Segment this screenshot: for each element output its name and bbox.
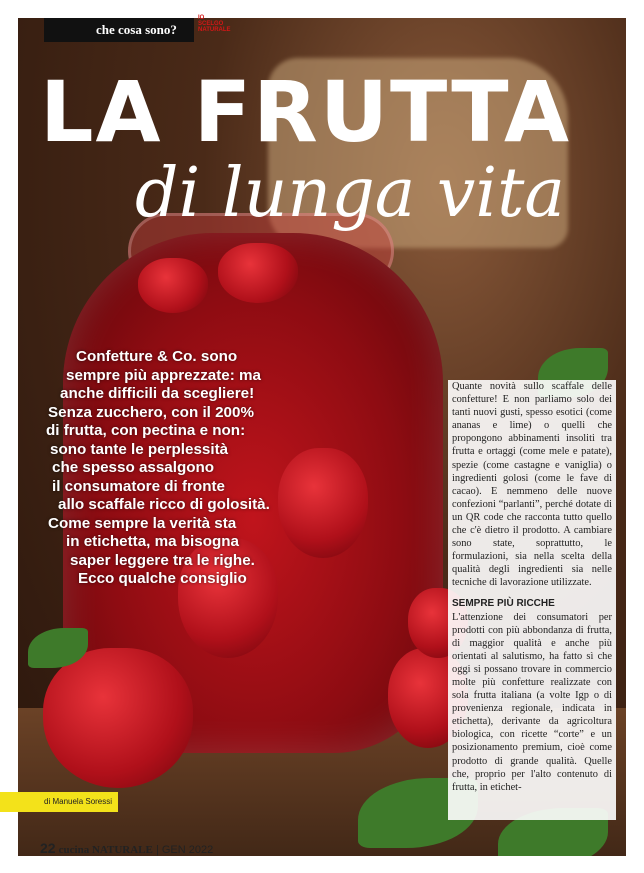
- title-line2: di lunga vita: [135, 154, 565, 233]
- strawberry: [43, 648, 193, 788]
- deck-line: sempre più apprezzate: ma: [66, 366, 261, 384]
- article-column: [448, 380, 616, 820]
- page-number: 22: [40, 840, 56, 856]
- deck-line: Come sempre la verità sta: [48, 514, 237, 532]
- logo-badge: IO SCELGO NATURALE: [198, 15, 231, 33]
- magazine-name: cucina NATURALE: [58, 844, 153, 856]
- deck: [40, 348, 370, 589]
- strawberry: [218, 243, 298, 303]
- deck-line: anche difficili da scegliere!: [60, 385, 255, 402]
- strawberry: [138, 258, 208, 313]
- section-label: che cosa sono?: [96, 22, 177, 37]
- body-paragraph: Quante novità sullo scaffale delle confetture! E non parliamo solo dei tanti nuovi gusti, spesso esotici (come ananas e lime) o quelli che propongono abbinamenti insoliti tra frutta e ortaggi (come mele e patate), spezie (come castagne e vaniglia) o ingredienti golosi (come le fave di cacao). E nemmeno delle nuove confezioni “parlanti”, perché dotate di un QR code che racconta tutto quello che c'è dietro il prodotto. A cambiare sono state, soprattutto, le formulazioni, sia nella scelta della qualità degli ingredienti sia nelle tecniche di lavorazione utilizzate.: [452, 381, 612, 589]
- byline: di Manuela Soressi: [44, 797, 113, 806]
- deck-line: il consumatore di fronte: [52, 477, 225, 495]
- page-footer: [40, 840, 213, 856]
- deck-line: di frutta, con pectina e non:: [46, 422, 246, 439]
- deck-line: Confetture & Co. sono: [76, 348, 238, 365]
- deck-line: sono tante le perplessità: [50, 440, 229, 458]
- deck-line: che spesso assalgono: [52, 459, 215, 476]
- title-line1: LA FRUTTA: [40, 63, 572, 161]
- subheading: SEMPRE PIÙ RICCHE: [452, 597, 555, 609]
- deck-line: saper leggere tra le righe.: [70, 551, 255, 569]
- deck-line: in etichetta, ma bisogna: [66, 533, 240, 550]
- deck-line: allo scaffale ricco di golosità.: [58, 496, 270, 513]
- separator: |: [155, 844, 159, 856]
- deck-line: Ecco qualche consiglio: [78, 570, 247, 587]
- issue-date: GEN 2022: [161, 844, 214, 856]
- body-paragraph: L'attenzione dei consumatori per prodotti con più abbondanza di frutta, di maggior qualità e anche più orientati al salutismo, ha fatto sì che oggi si possano trovare in commercio molte più confetture realizzate con sola frutta italiana (a volte Igp o di provenienza regionale, indicata in etichetta), derivante da agricoltura biologica, con ricette “corte” e un posizionamento premium, cioè come prodotto di grande qualità. Quelle che, proprio per l'alto contenuto di frutta, in etichet-: [452, 611, 612, 793]
- deck-line: Senza zucchero, con il 200%: [48, 403, 254, 421]
